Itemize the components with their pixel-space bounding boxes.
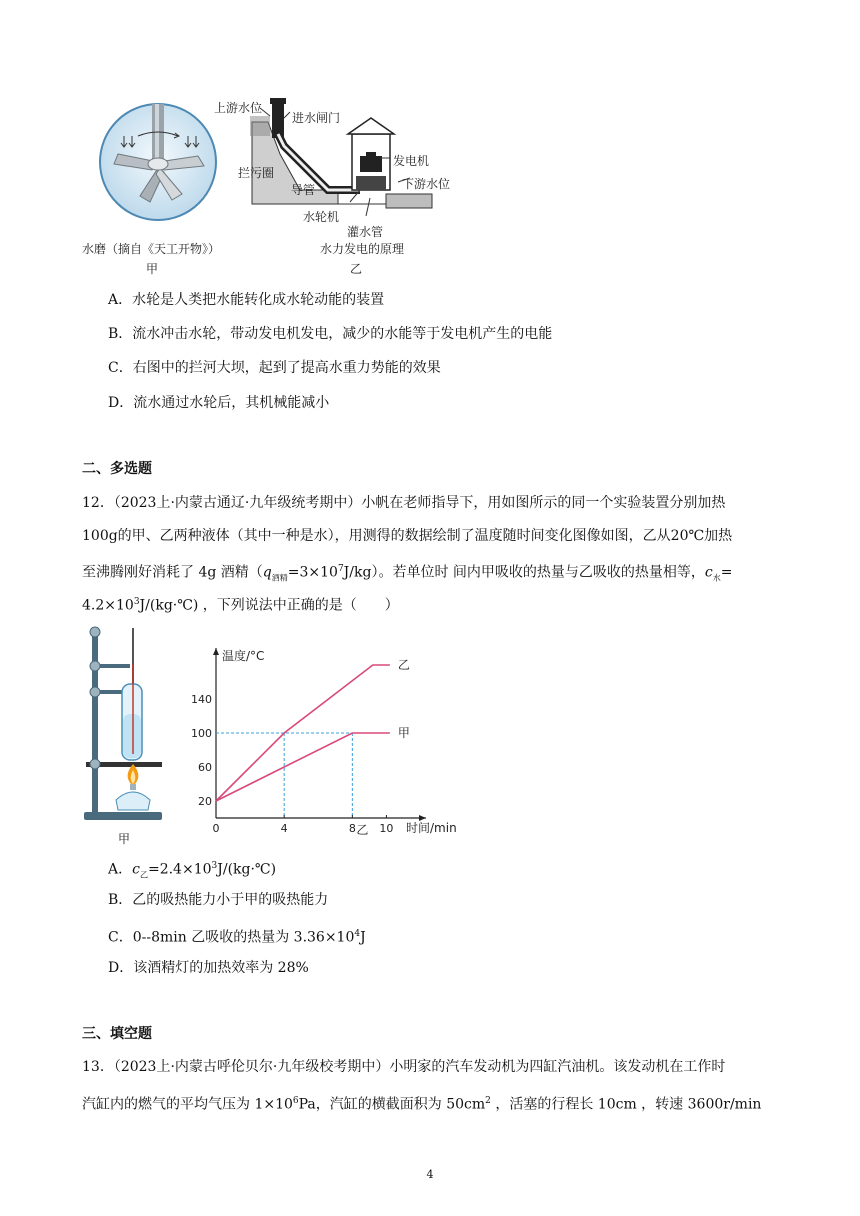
- q13-line-2: 汽缸内的燃气的平均气压为 $1\times 10^6Pa$，汽缸的横截面积为 $50cm^2$ ，活塞的行程长 10cm ，转速 3600r/min: [82, 1096, 762, 1113]
- chart-caption: 乙: [356, 823, 369, 837]
- y-tick-label-1: 60: [198, 761, 212, 774]
- water-mill-illustration: [100, 98, 220, 226]
- y-tick-label-0: 20: [198, 795, 212, 808]
- x-tick-label-1: 4: [280, 822, 288, 835]
- q12-line-1: 12．（2023上·内蒙古通辽·九年级统考期中）小帆在老师指导下，用如图所示的同一个实验装置分别加热: [82, 495, 726, 511]
- label-gate: 进水闸门: [292, 111, 341, 125]
- label-turbine: 水轮机: [303, 210, 340, 224]
- hydropower-caption: 水力发电的原理: [320, 242, 405, 256]
- water-mill-figure: [100, 98, 220, 226]
- section-multiple-choice-heading: 二、多选题: [82, 461, 152, 477]
- water-mill-caption: 水磨（摘自《天工开物》）: [82, 242, 221, 256]
- x-tick-label-2: 8: [348, 822, 356, 835]
- y-tick-label-2: 100: [191, 727, 212, 740]
- q12-option-c: C．0--8min 乙吸收的热量为 $3.36\times 10^4J$: [108, 929, 366, 946]
- label-trash-rack: 拦污圈: [238, 166, 275, 180]
- q12-option-b: B．乙的吸热能力小于甲的吸热能力: [108, 892, 329, 908]
- temperature-time-chart-svg: [180, 636, 457, 837]
- q11-option-b: B．流水冲击水轮，带动发电机发电，减少的水能等于发电机产生的电能: [108, 326, 553, 342]
- y-axis-title: 温度/°C: [222, 649, 265, 663]
- q12-line-4: $4.2\times 10^3J/(kg\cdot℃)$ ，下列说法中正确的是（ ）: [82, 597, 399, 614]
- x-tick-label-0: 0: [212, 822, 220, 835]
- series-line-2: [216, 733, 390, 801]
- temperature-time-chart: [180, 636, 457, 837]
- label-generator: 发电机: [393, 154, 430, 168]
- heating-apparatus-illustration: [82, 624, 172, 824]
- page-number: 4: [426, 1168, 434, 1181]
- label-downstream: 下游水位: [402, 177, 451, 191]
- label-upstream: 上游水位: [214, 101, 263, 115]
- heating-apparatus: [82, 624, 172, 824]
- q13-line-1: 13．（2023上·内蒙古呼伦贝尔·九年级校考期中）小明家的汽车发动机为四缸汽油机。该发动机在工作时: [82, 1059, 726, 1075]
- figure-jia-label: 甲: [146, 262, 159, 276]
- section-fill-blank-heading: 三、填空题: [82, 1026, 152, 1042]
- series-label-2: 甲: [397, 726, 410, 740]
- label-penstock: 导管: [291, 183, 316, 197]
- q12-option-d: D．该酒精灯的加热效率为 28%: [108, 960, 309, 976]
- q12-line-3: 至沸腾刚好消耗了 4g 酒精$(q_{酒精}=3\times 10^7J/kg)$。若单位时 间内甲吸收的热量与乙吸收的热量相等，$c_水=$: [82, 564, 733, 583]
- x-axis-title: 时间/min: [406, 821, 457, 835]
- q11-option-c: C．右图中的拦河大坝，起到了提高水重力势能的效果: [108, 360, 441, 376]
- figure-yi-label: 乙: [350, 262, 363, 276]
- q12-option-a: A．$c_乙=2.4\times 10^3J/(kg\cdot℃)$: [108, 861, 277, 880]
- y-axis-arrow: [213, 648, 219, 655]
- x-tick-label-3: 10: [379, 822, 394, 835]
- q11-option-a: A．水轮是人类把水能转化成水轮动能的装置: [108, 292, 385, 308]
- q12-line-2: 100g的甲、乙两种液体（其中一种是水），用测得的数据绘制了温度随时间变化图像如图，乙从20℃加热: [82, 528, 733, 544]
- q11-option-d: D．流水通过水轮后，其机械能减小: [108, 395, 330, 411]
- label-draft-tube: 灌水管: [347, 225, 384, 239]
- apparatus-label: 甲: [118, 832, 131, 846]
- y-tick-label-3: 140: [191, 693, 212, 706]
- series-label-1: 乙: [397, 658, 410, 672]
